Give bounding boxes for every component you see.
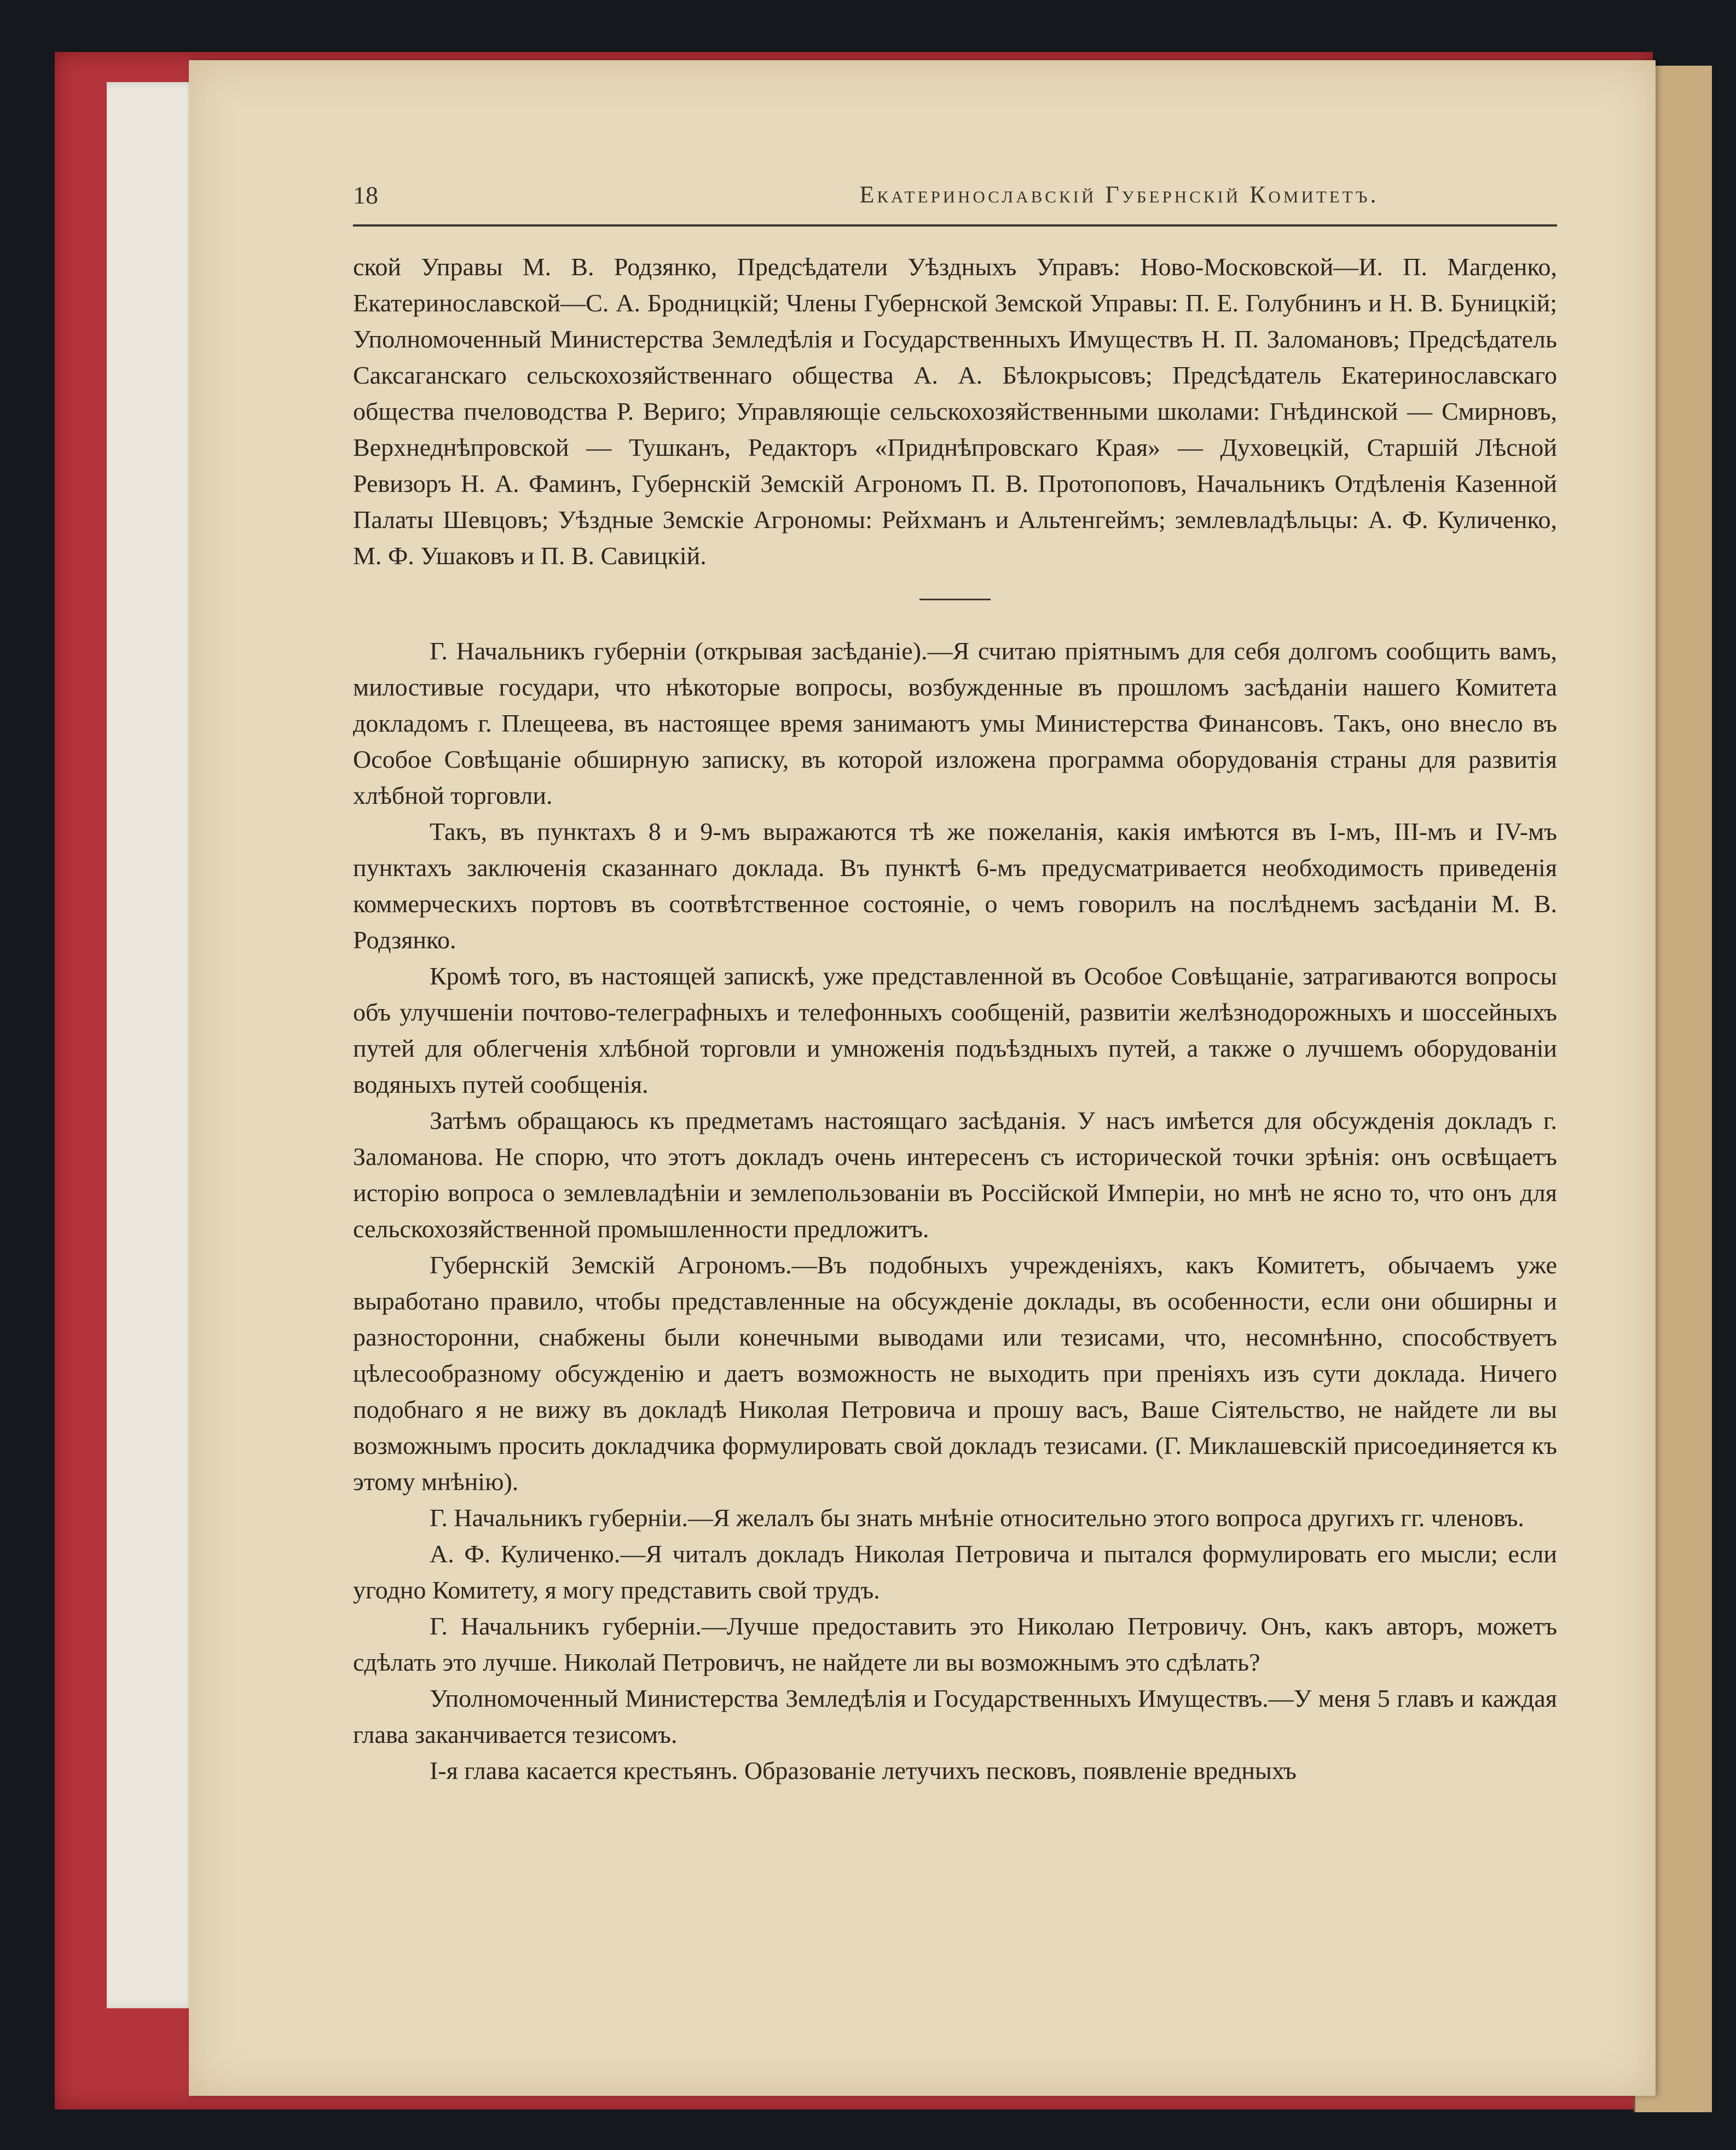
paragraph: Уполномоченный Министерства Земледѣлія и Государственныхъ Имуществъ.—У меня 5 главъ и каждая глава заканчивается тезисомъ. bbox=[353, 1684, 1557, 1748]
paragraph: Кромѣ того, въ настоящей запискѣ, уже представленной въ Особое Совѣщаніе, затрагиваются вопросы объ улучшеніи почтово-телеграфныхъ и телефонныхъ сообщеній, развитіи желѣзнодорожныхъ и шоссейныхъ путей для облегченія хлѣбной торговли и умноженія подъѣздныхъ путей, а также о лучшемъ оборудованіи водяныхъ путей сообщенія. bbox=[353, 962, 1557, 1098]
paragraph: Губернскій Земскій Агрономъ.—Въ подобныхъ учрежденіяхъ, какъ Комитетъ, обычаемъ уже выработано правило, чтобы представленные на обсужденіе доклады, въ особенности, если они обширны и разносторонни, снабжены были конечными выводами или тезисами, что, несомнѣнно, способствуетъ цѣлесообразному обсужденію и даетъ возможность не выходить при преніяхъ изъ сути доклада. Ничего подобнаго я не вижу въ докладѣ Николая Петровича и прошу васъ, Ваше Сіятельство, не найдете ли вы возможнымъ просить докладчика формулировать свой докладъ тезисами. (Г. Миклашевскій присоединяется къ этому мнѣнію). bbox=[353, 1251, 1557, 1496]
section-divider bbox=[919, 599, 991, 600]
page-number: 18 bbox=[353, 181, 378, 209]
page-header bbox=[353, 126, 1557, 209]
body-text bbox=[353, 249, 1557, 1789]
paragraph: Г. Начальникъ губерніи.—Я желалъ бы знать мнѣніе относительно этого вопроса другихъ гг. членовъ. bbox=[430, 1504, 1524, 1532]
paragraph: Такъ, въ пунктахъ 8 и 9-мъ выражаются тѣ же пожеланія, какія имѣются въ I-мъ, III-мъ и IV-мъ пунктахъ заключенія сказаннаго доклада. Въ пунктѣ 6-мъ предусматривается необходимость приведенія коммерческихъ портовъ въ соотвѣтственное состояніе, о чемъ говорилъ на послѣднемъ засѣданіи М. В. Родзянко. bbox=[353, 818, 1557, 954]
running-title: Екатеринославскій Губернскій Комитетъ. bbox=[859, 181, 1379, 208]
paragraph: Г. Начальникъ губерніи.—Лучше предоставить это Николаю Петровичу. Онъ, какъ авторъ, можетъ сдѣлать это лучше. Николай Петровичъ, не найдете ли вы возможнымъ это сдѣлать? bbox=[353, 1612, 1557, 1676]
paragraph: Г. Начальникъ губерніи (открывая засѣданіе).—Я считаю пріятнымъ для себя долгомъ сообщить вамъ, милостивые государи, что нѣкоторые вопросы, возбужденные въ прошломъ засѣданіи нашего Комитета докладомъ г. Плещеева, въ настоящее время занимаютъ умы Министерства Финансовъ. Такъ, оно внесло въ Особое Совѣщаніе обширную записку, въ которой изложена программа оборудованія страны для развитія хлѣбной торговли. bbox=[353, 637, 1557, 809]
book-page bbox=[189, 60, 1656, 2096]
paragraph: I-я глава касается крестьянъ. Образованіе летучихъ песковъ, появленіе вредныхъ bbox=[430, 1757, 1297, 1784]
paragraph: А. Ф. Куличенко.—Я читалъ докладъ Николая Петровича и пытался формулировать его мысли; если угодно Комитету, я могу представить свой трудъ. bbox=[353, 1540, 1557, 1604]
header-rule bbox=[353, 224, 1557, 227]
paragraph-members: ской Управы М. В. Родзянко, Предсѣдатели Уѣздныхъ Управъ: Ново-Московской—И. П. Магденко, Екатеринославской—С. А. Бродницкій; Члены Губернской Земской Управы: П. Е. Голубнинъ и Н. В. Буницкій; Уполномоченный Министерства Земледѣлія и Государственныхъ Имуществъ Н. П. Заломановъ; Предсѣдатель Саксаганскаго сельскохозяйственнаго общества А. А. Бѣлокрысовъ; Предсѣдатель Екатеринославскаго общества пчеловодства Р. Вериго; Управляющіе сельскохозяйственными школами: Гнѣдинской — Смирновъ, Верхнеднѣпровской — Тушканъ, Редакторъ «Приднѣпровскаго Края» — Духовецкій, Старшій Лѣсной Ревизоръ Н. А. Фаминъ, Губернскій Земскій Агрономъ П. В. Протопоповъ, Начальникъ Отдѣленія Казенной Палаты Шевцовъ; Уѣздные Земскіе Агрономы: Рейхманъ и Альтенгеймъ; землевладѣльцы: А. Ф. Куличенко, М. Ф. Ушаковъ и П. В. Савицкій. bbox=[353, 253, 1557, 570]
paragraph: Затѣмъ обращаюсь къ предметамъ настоящаго засѣданія. У насъ имѣется для обсужденія докладъ г. Заломанова. Не спорю, что этотъ докладъ очень интересенъ съ исторической точки зрѣнія: онъ освѣщаетъ исторію вопроса о землевладѣніи и землепользованіи въ Россійской Имперіи, но мнѣ не ясно то, что онъ для сельскохозяйственной промышленности предложитъ. bbox=[353, 1106, 1557, 1243]
